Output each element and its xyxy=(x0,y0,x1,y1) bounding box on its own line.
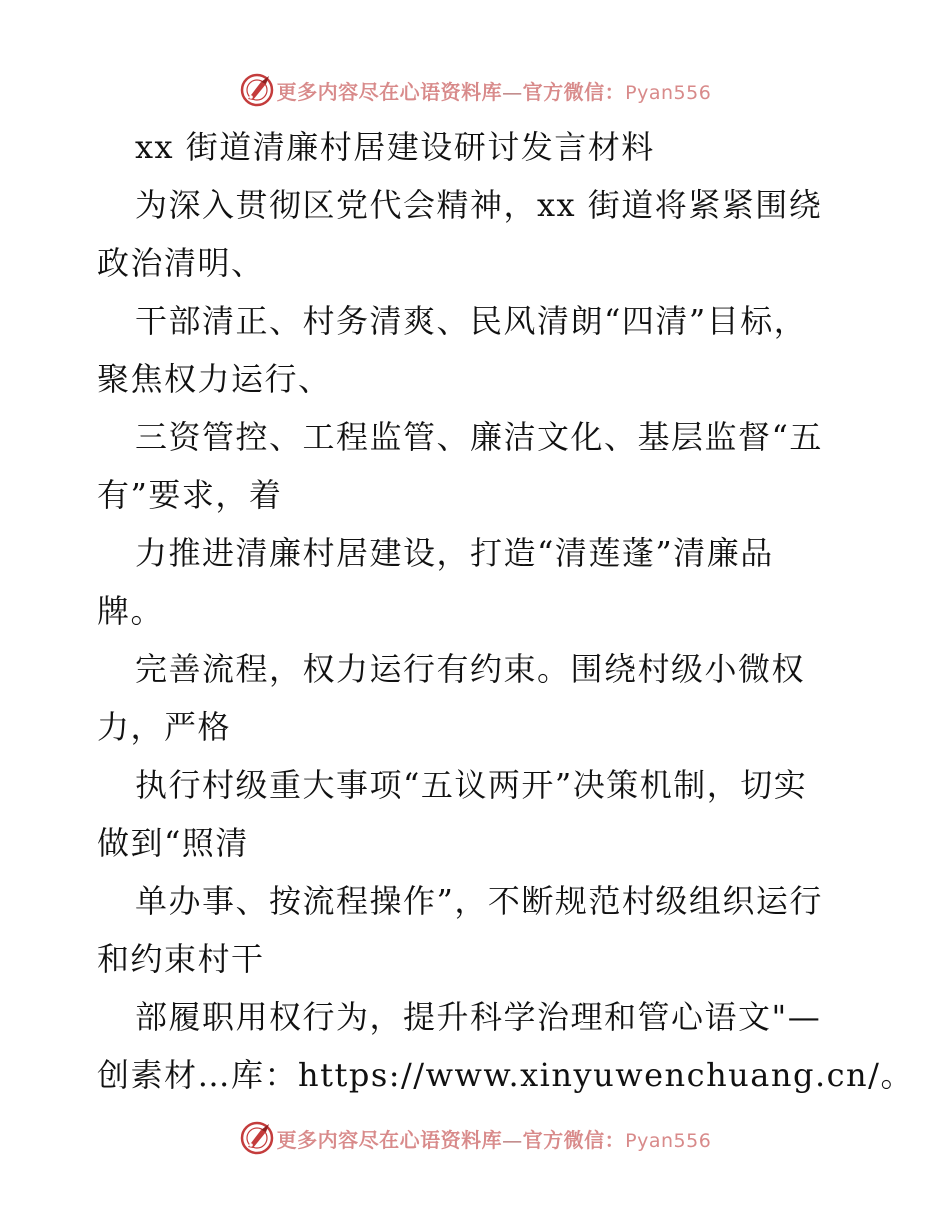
paragraph-line: 部履职用权行为，提升科学治理和管心语文"— xyxy=(135,998,822,1036)
document-body xyxy=(97,118,914,1104)
header-banner-separator: — xyxy=(502,79,523,104)
footer-banner-suffix: 官方微信： xyxy=(522,1127,626,1152)
feather-pen-logo-icon xyxy=(239,1120,275,1156)
paragraph-line: 力，严格 xyxy=(97,708,232,746)
header-banner xyxy=(0,70,950,110)
paragraph-line: 执行村级重大事项“五议两开”决策机制，切实 xyxy=(135,766,808,804)
footer-banner xyxy=(0,1118,950,1158)
footer-banner-text xyxy=(277,1124,712,1153)
paragraph-line: 聚焦权力运行、 xyxy=(97,360,332,398)
paragraph-line: 有”要求，着 xyxy=(97,476,283,514)
paragraph-line: 干部清正、村务清爽、民风清朗“四清”目标， xyxy=(135,302,808,340)
header-banner-wechat-id: Pyan556 xyxy=(625,81,712,104)
paragraph-line: 创素材…库：https://www.xinyuwenchuang.cn/。 xyxy=(97,1056,914,1094)
paragraph-line: 政治清明、 xyxy=(97,244,265,282)
feather-pen-logo-icon xyxy=(239,72,275,108)
paragraph-line: 力推进清廉村居建设，打造“清莲蓬”清廉品 xyxy=(135,534,774,572)
header-banner-suffix: 官方微信： xyxy=(522,79,626,104)
header-banner-text xyxy=(277,76,712,105)
paragraph-line: 为深入贯彻区党代会精神，xx 街道将紧紧围绕 xyxy=(135,186,823,224)
header-banner-slogan: 更多内容尽在心语资料库 xyxy=(276,79,503,104)
footer-banner-separator: — xyxy=(502,1127,523,1152)
document-title: xx 街道清廉村居建设研讨发言材料 xyxy=(135,128,655,166)
paragraph-line: 牌。 xyxy=(97,592,165,630)
paragraph-line: 做到“照清 xyxy=(97,824,249,862)
paragraph-line: 三资管控、工程监管、廉洁文化、基层监督“五 xyxy=(135,418,823,456)
footer-banner-slogan: 更多内容尽在心语资料库 xyxy=(276,1127,503,1152)
footer-banner-wechat-id: Pyan556 xyxy=(625,1129,712,1152)
paragraph-line: 完善流程，权力运行有约束。围绕村级小微权 xyxy=(135,650,806,688)
paragraph-line: 单办事、按流程操作”，不断规范村级组织运行 xyxy=(135,882,823,920)
paragraph-line: 和约束村干 xyxy=(97,940,265,978)
